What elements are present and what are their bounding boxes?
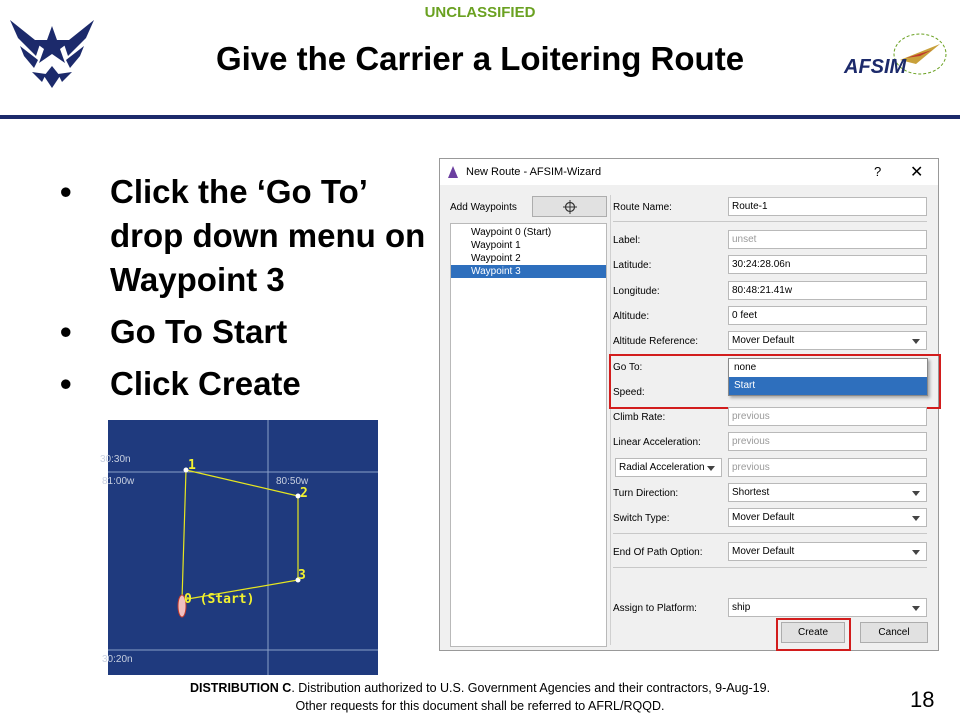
map-lat-label-bottom: 30:20n [102, 654, 133, 665]
map-waypoint-label: 2 [300, 486, 308, 501]
distribution-label: DISTRIBUTION C [189, 681, 292, 695]
latitude-label: Latitude: [613, 260, 652, 271]
switch-type-label: Switch Type: [613, 513, 670, 524]
bullet-item: • Click the ‘Go To’ drop down menu on Waypoint 3 [60, 170, 430, 302]
close-icon[interactable]: ✕ [910, 164, 924, 181]
add-waypoint-button[interactable] [532, 196, 607, 217]
afsim-logo-text: AFSIM [844, 56, 907, 78]
latitude-input[interactable]: 30:24:28.06n [728, 255, 927, 274]
list-item[interactable]: Waypoint 1 [471, 240, 521, 251]
altitude-reference-label: Altitude Reference: [613, 336, 699, 347]
speed-label: Speed: [613, 387, 645, 398]
climb-rate-input[interactable]: previous [728, 407, 927, 426]
cancel-button[interactable]: Cancel [860, 622, 928, 643]
create-button[interactable]: Create [781, 622, 845, 643]
route-map[interactable] [100, 420, 378, 675]
separator [613, 221, 927, 222]
map-lon-label-right: 80:50w [276, 476, 309, 487]
new-route-dialog [439, 158, 939, 651]
map-lat-label-top: 30:30n [100, 454, 131, 465]
altitude-reference-select[interactable]: Mover Default [728, 331, 927, 350]
slide-title: Give the Carrier a Loitering Route [215, 40, 745, 77]
wizard-icon [446, 165, 460, 179]
switch-type-select[interactable]: Mover Default [728, 508, 927, 527]
distribution-text: . Distribution authorized to U.S. Government Agencies and their contractors, 9-Aug-19. [291, 681, 771, 695]
label-input[interactable]: unset [728, 230, 927, 249]
separator [613, 533, 927, 534]
route-name-label: Route Name: [613, 202, 672, 213]
turn-direction-select[interactable]: Shortest [728, 483, 927, 502]
go-to-label: Go To: [613, 362, 643, 373]
bullet-item: • Go To Start [60, 310, 430, 354]
longitude-input[interactable]: 80:48:21.41w [728, 281, 927, 300]
end-of-path-select[interactable]: Mover Default [728, 542, 927, 561]
altitude-input[interactable]: 0 feet [728, 306, 927, 325]
altitude-label: Altitude: [613, 311, 650, 322]
linear-acceleration-label: Linear Acceleration: [613, 437, 701, 448]
list-item[interactable]: Waypoint 0 (Start) [471, 227, 552, 238]
label-field-label: Label: [613, 235, 641, 246]
go-to-highlight [609, 354, 941, 409]
turn-direction-label: Turn Direction: [613, 488, 679, 499]
classification-banner: UNCLASSIFIED [424, 4, 536, 21]
end-of-path-label: End Of Path Option: [613, 547, 703, 558]
linear-acceleration-input[interactable]: previous [728, 432, 927, 451]
help-icon[interactable]: ? [874, 164, 882, 179]
radial-acceleration-input[interactable]: previous [728, 458, 927, 477]
radial-acceleration-select[interactable]: Radial Acceleration [615, 458, 722, 477]
header-divider [0, 115, 960, 119]
bullet-item: • Click Create [60, 362, 430, 406]
waypoint-list[interactable] [450, 223, 607, 647]
go-to-option-start[interactable]: Start [729, 377, 927, 395]
go-to-option-none[interactable]: none [734, 362, 757, 373]
assign-platform-label: Assign to Platform: [613, 603, 697, 614]
longitude-label: Longitude: [613, 286, 660, 297]
add-waypoints-label: Add Waypoints [450, 202, 517, 213]
panel-divider [610, 195, 611, 645]
distribution-statement [100, 681, 860, 695]
distribution-statement-line2: Other requests for this document shall be referred to AFRL/RQQD. [295, 699, 665, 713]
instruction-list [60, 170, 430, 414]
dialog-titlebar [440, 159, 938, 185]
map-waypoint-label: 3 [298, 568, 306, 583]
map-lon-label-left: 81:00w [102, 476, 135, 487]
list-item[interactable]: Waypoint 2 [471, 253, 521, 264]
afsim-logo [840, 30, 950, 86]
route-name-input[interactable]: Route-1 [728, 197, 927, 216]
crosshair-icon [563, 200, 577, 214]
air-force-logo [10, 16, 94, 90]
assign-platform-select[interactable]: ship [728, 598, 927, 617]
dialog-title: New Route - AFSIM-Wizard [466, 166, 602, 178]
climb-rate-label: Climb Rate: [613, 412, 666, 423]
map-waypoint-label: 1 [188, 458, 196, 473]
map-waypoint-label: 0 (Start) [184, 592, 255, 607]
list-item-selected[interactable]: Waypoint 3 [451, 265, 606, 278]
page-number: 18 [910, 687, 935, 712]
create-highlight [776, 618, 851, 651]
separator [613, 567, 927, 568]
